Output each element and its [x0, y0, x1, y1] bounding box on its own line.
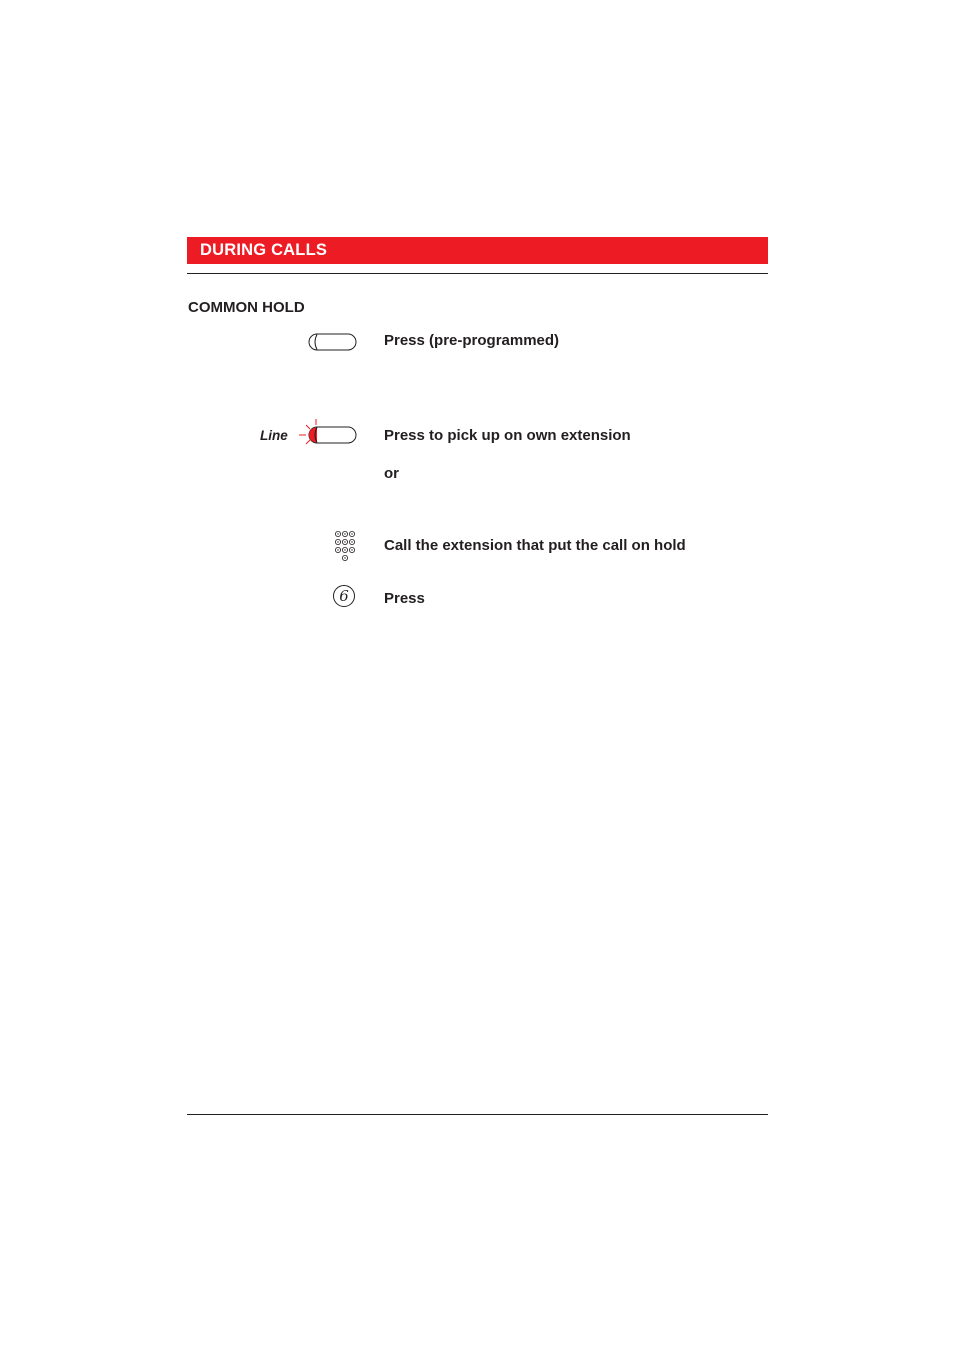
- step-press-preprogrammed: Press (pre-programmed): [384, 332, 560, 349]
- keypad-icon: [332, 530, 360, 566]
- function-key-icon: [308, 332, 358, 352]
- line-key-flashing-icon: [296, 418, 360, 448]
- line-key-label: Line: [260, 428, 288, 443]
- step-or: or: [384, 465, 399, 482]
- bottom-divider: [187, 1114, 768, 1115]
- step-pick-up-own-extension: Press to pick up on own extension: [384, 427, 631, 444]
- section-title: COMMON HOLD: [188, 299, 305, 316]
- top-divider: [187, 273, 768, 274]
- digit-6-key-label: 6: [339, 587, 349, 605]
- digit-6-key-icon: [333, 585, 355, 607]
- step-call-extension: Call the extension that put the call on hold: [384, 537, 686, 554]
- section-header-bar: [187, 237, 768, 264]
- step-press-6: Press: [384, 590, 425, 607]
- header-title: DURING CALLS: [200, 241, 328, 259]
